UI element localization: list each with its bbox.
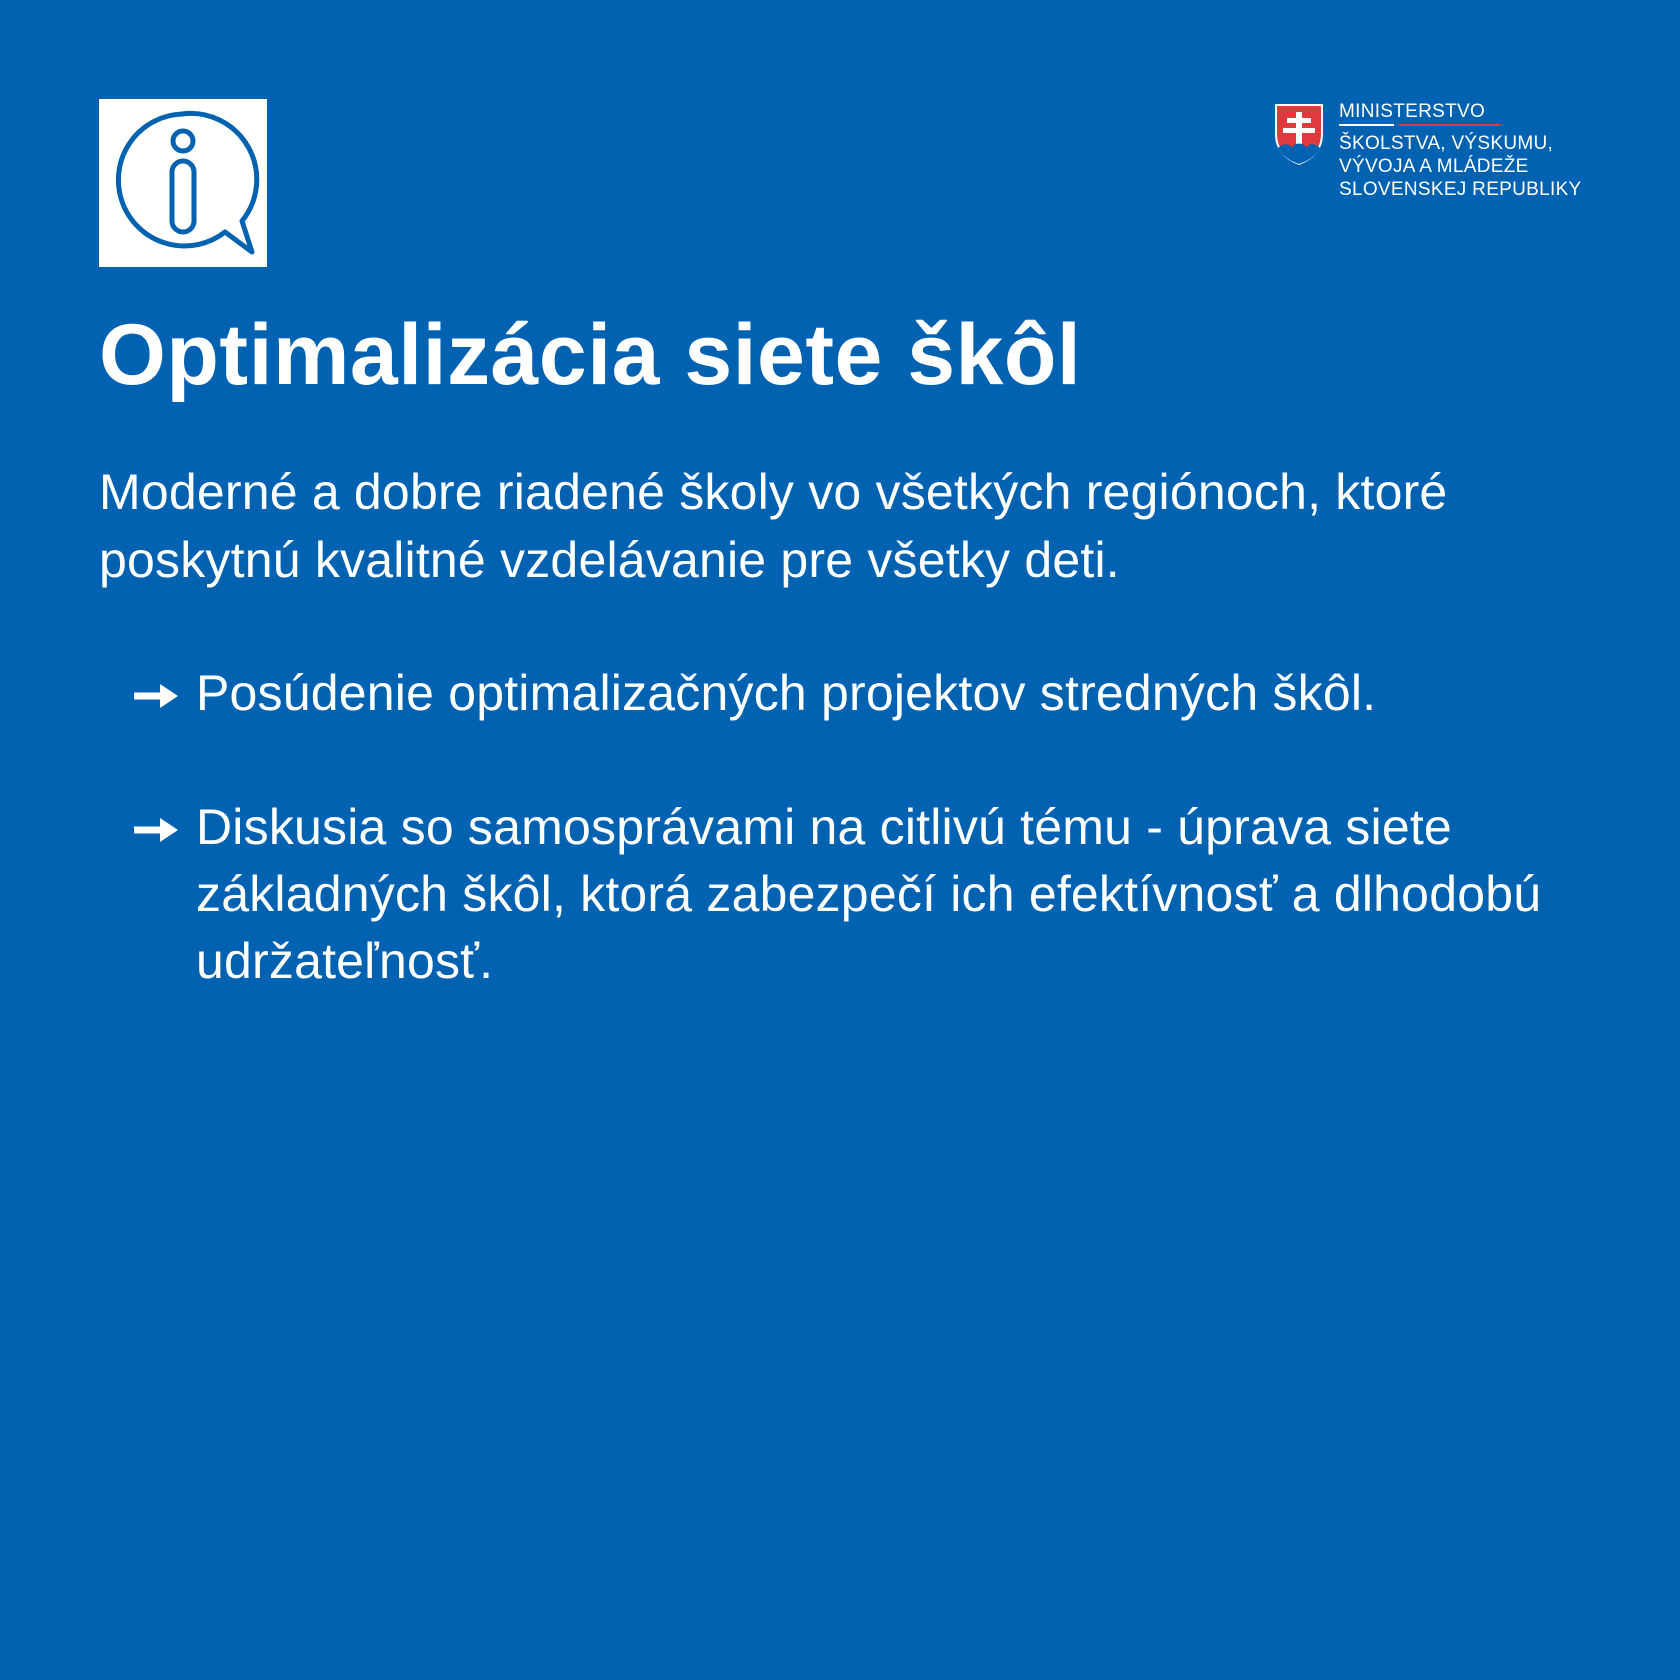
ministry-name-line1: MINISTERSTVO [1339, 100, 1582, 126]
arrow-right-icon [132, 682, 180, 710]
ministry-name-line4: SLOVENSKEJ REPUBLIKY [1339, 179, 1582, 200]
bullet-item [132, 660, 1552, 727]
ministry-name-line2: ŠKOLSTVA, VÝSKUMU, [1339, 133, 1554, 154]
info-icon-box [99, 99, 267, 267]
intro-paragraph: Moderné a dobre riadené školy vo všetkých regiónoch, ktoré poskytnú kvalitné vzdelávanie pre všetky deti. [99, 464, 1448, 588]
info-speech-bubble-icon [99, 99, 267, 267]
bullet-text: Diskusia so samosprávami na citlivú tému - úprava siete základných škôl, ktorá zabezpečí ich efektívnosť a dlhodobú udržateľnosť. [196, 799, 1542, 989]
slovak-coat-of-arms-icon [1272, 102, 1326, 166]
ministry-name [1339, 100, 1582, 201]
page-title: Optimalizácia siete škôl [99, 307, 1082, 403]
arrow-right-icon [132, 816, 180, 844]
bullet-text: Posúdenie optimalizačných projektov stredných škôl. [196, 665, 1377, 721]
ministry-name-line3: VÝVOJA A MLÁDEŽE [1339, 156, 1529, 177]
bullet-item [132, 794, 1552, 995]
ministry-logo [1272, 100, 1612, 210]
bullet-list [132, 660, 1552, 995]
